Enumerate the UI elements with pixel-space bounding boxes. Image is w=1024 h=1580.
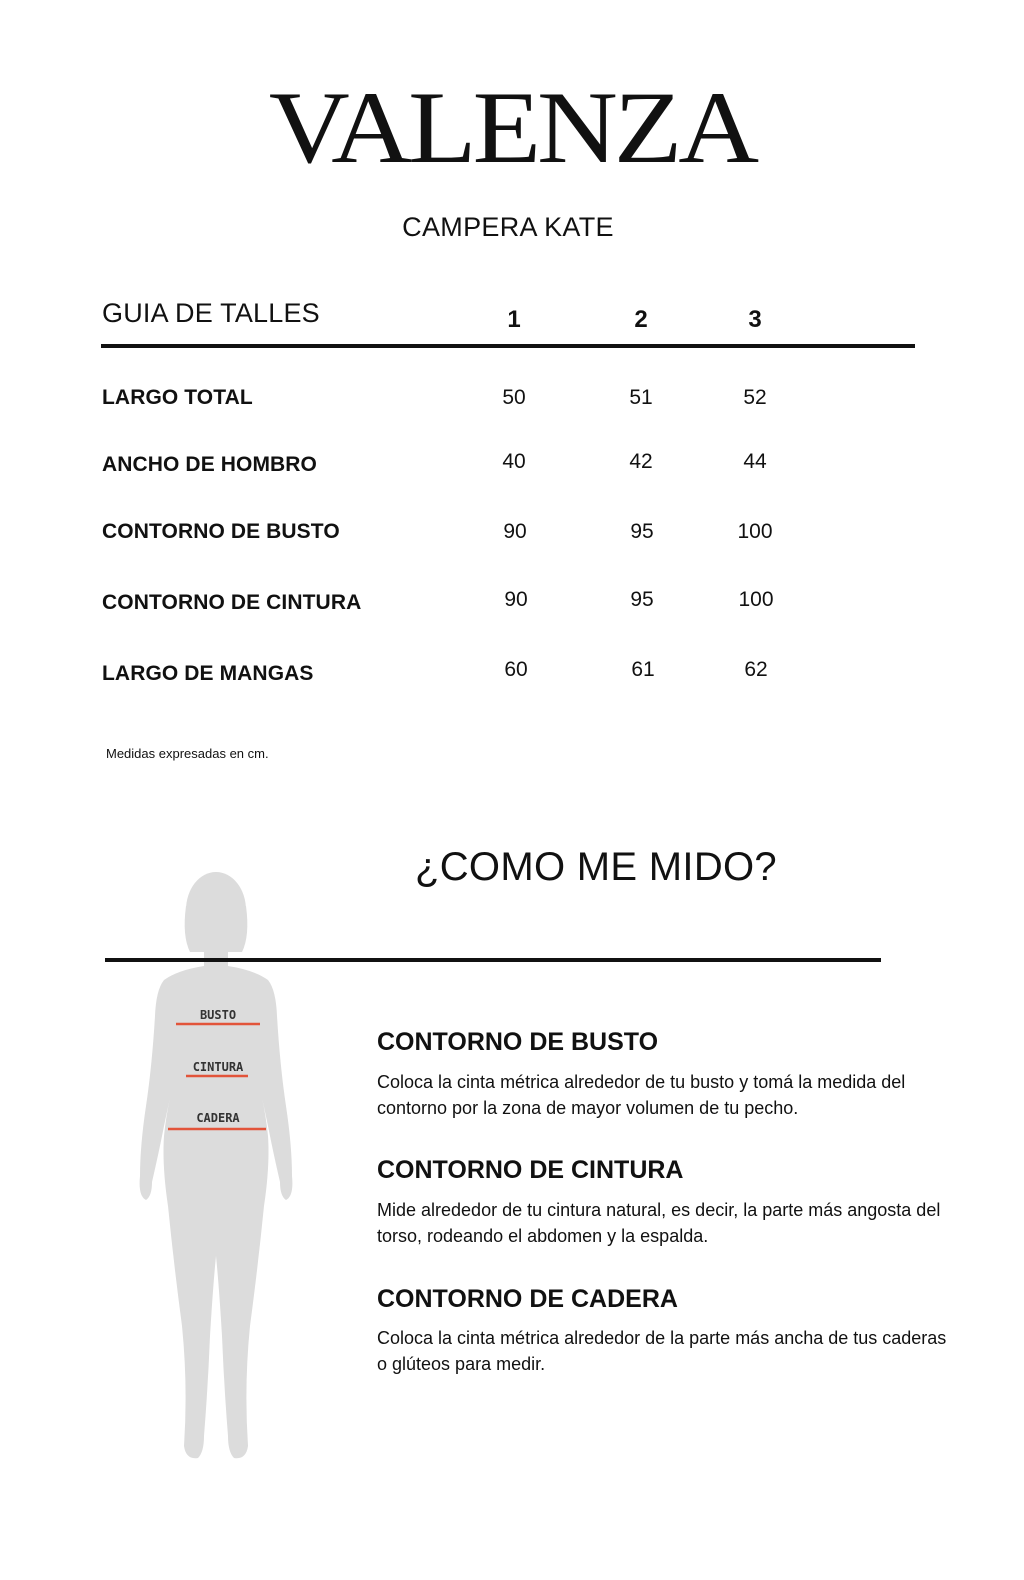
- row-label-largo-total: LARGO TOTAL: [102, 386, 253, 409]
- table-cell: 95: [630, 520, 654, 543]
- section-text-busto: Coloca la cinta métrica alrededor de tu busto y tomá la medida del contorno por la zona de mayor volumen de tu pecho.: [377, 1072, 906, 1118]
- row-label-largo-mangas: LARGO DE MANGAS: [102, 662, 314, 685]
- table-cell: 90: [503, 520, 527, 543]
- section-text-cintura: Mide alrededor de tu cintura natural, es decir, la parte más angosta del torso, rodeando el abdomen y la espalda.: [377, 1200, 941, 1246]
- how-to-divider: [105, 958, 881, 962]
- table-cell: 100: [738, 588, 774, 611]
- table-cell: 61: [631, 658, 655, 681]
- units-note: Medidas expresadas en cm.: [106, 746, 269, 761]
- table-cell: 50: [502, 386, 526, 409]
- table-cell: 44: [743, 450, 767, 473]
- table-cell: 42: [629, 450, 653, 473]
- size-guide-title: GUIA DE TALLES: [102, 298, 320, 328]
- section-title-cintura: CONTORNO DE CINTURA: [377, 1156, 684, 1184]
- table-cell: 52: [743, 386, 767, 409]
- figure-label-cintura: CINTURA: [192, 1060, 244, 1074]
- how-to-title: ¿COMO ME MIDO?: [415, 845, 777, 889]
- table-cell: 90: [504, 588, 528, 611]
- body-silhouette-figure: [118, 866, 314, 1466]
- section-title-busto: CONTORNO DE BUSTO: [377, 1028, 659, 1056]
- table-cell: 95: [630, 588, 654, 611]
- table-cell: 60: [504, 658, 528, 681]
- figure-label-busto: BUSTO: [199, 1008, 237, 1022]
- size-header-2: 2: [634, 306, 648, 333]
- section-text-cadera: Coloca la cinta métrica alrededor de la parte más ancha de tus caderas o glúteos para medir.: [377, 1328, 947, 1374]
- figure-label-cadera: CADERA: [196, 1111, 240, 1125]
- table-header-divider: [101, 344, 915, 348]
- table-cell: 40: [502, 450, 526, 473]
- table-cell: 100: [737, 520, 773, 543]
- size-header-1: 1: [507, 306, 521, 333]
- row-label-contorno-busto: CONTORNO DE BUSTO: [102, 520, 340, 543]
- size-header-3: 3: [748, 306, 762, 333]
- row-label-ancho-hombro: ANCHO DE HOMBRO: [102, 453, 317, 476]
- brand-logo: VALENZA: [268, 70, 756, 186]
- row-label-contorno-cintura: CONTORNO DE CINTURA: [102, 591, 362, 614]
- section-title-cadera: CONTORNO DE CADERA: [377, 1285, 678, 1313]
- product-title: CAMPERA KATE: [402, 212, 614, 242]
- table-cell: 51: [629, 386, 653, 409]
- table-cell: 62: [744, 658, 768, 681]
